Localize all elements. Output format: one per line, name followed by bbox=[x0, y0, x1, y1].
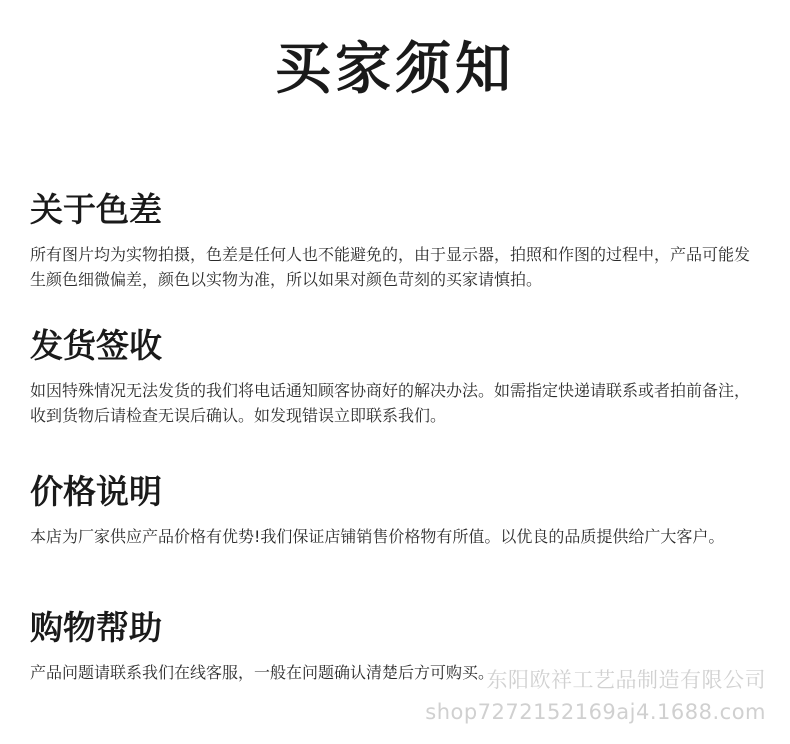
section-shipping-receipt bbox=[30, 326, 765, 428]
section-price-notes bbox=[30, 472, 765, 549]
section-body: 本店为厂家供应产品价格有优势!我们保证店铺销售价格物有所值。以优良的品质提供给广大客户。 bbox=[30, 527, 725, 546]
section-heading: 发货签收 bbox=[30, 326, 162, 365]
section-color-difference bbox=[30, 190, 765, 292]
watermark-company: 东阳欧祥工艺品制造有限公司 bbox=[486, 668, 766, 692]
section-body: 如因特殊情况无法发货的我们将电话通知顾客协商好的解决办法。如需指定快递请联系或者拍前备注，收到货物后请检查无误后确认。如发现错误立即联系我们。 bbox=[30, 381, 751, 425]
section-heading: 购物帮助 bbox=[30, 608, 162, 647]
section-body: 所有图片均为实物拍摄，色差是任何人也不能避免的，由于显示器，拍照和作图的过程中，产品可能发生颜色细微偏差，颜色以实物为准，所以如果对颜色苛刻的买家请慎拍。 bbox=[30, 245, 751, 289]
watermark-url: shop7272152169aj4.1688.com bbox=[425, 700, 766, 724]
page-title: 买家须知 bbox=[275, 37, 515, 102]
section-heading: 关于色差 bbox=[30, 190, 162, 229]
section-body: 产品问题请联系我们在线客服，一般在问题确认清楚后方可购买。 bbox=[30, 663, 495, 682]
section-heading: 价格说明 bbox=[30, 472, 162, 511]
